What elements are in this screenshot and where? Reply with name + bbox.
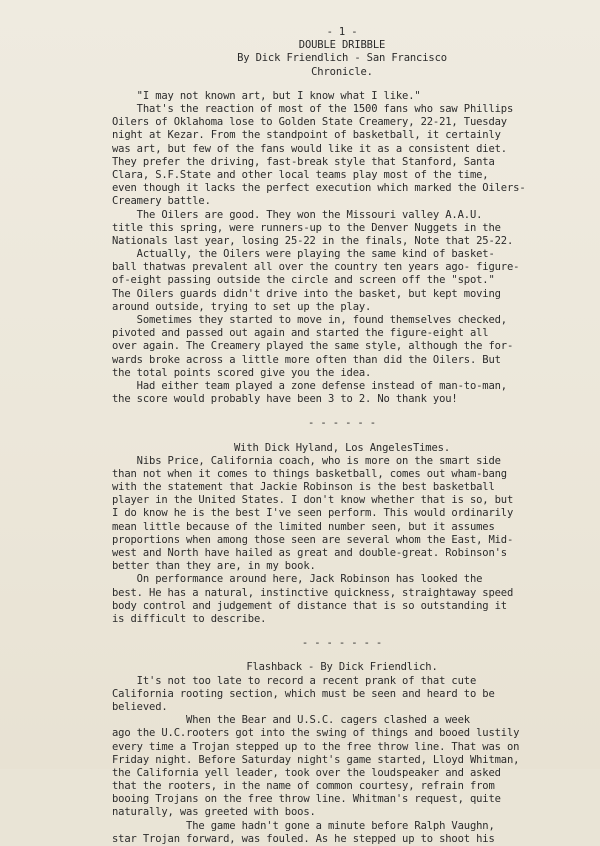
text-line: the California yell leader, took over the loudspeaker and asked xyxy=(112,766,501,779)
text-line: The Oilers are good. They won the Missouri valley A.A.U. xyxy=(112,208,483,221)
text-line: believed. xyxy=(112,700,168,713)
text-line: booing Trojans on the free throw line. Whitman's request, quite xyxy=(112,793,501,806)
text-line: Oilers of Oklahoma lose to Golden State Creamery, 22-21, Tuesday xyxy=(112,116,507,129)
text-line: every time a Trojan stepped up to the free throw line. That was on xyxy=(112,740,520,753)
text-line: of-eight passing outside the circle and screen off the "spot." xyxy=(112,274,495,287)
text-line: even though it lacks the perfect execution which marked the Oilers- xyxy=(112,182,526,195)
text-line: the total points scored give you the idea. xyxy=(112,366,372,379)
text-line: "I may not known art, but I know what I like." xyxy=(112,89,421,102)
section-divider: - - - - - - xyxy=(308,417,376,430)
text-line: wards broke across a little more often than did the Oilers. But xyxy=(112,353,501,366)
text-line: night at Kezar. From the standpoint of basketball, it certainly xyxy=(112,129,501,142)
page-number: - 1 - xyxy=(326,26,358,38)
text-line: was art, but few of the fans would like it as a consistent diet. xyxy=(112,142,507,155)
text-line: proportions when among those seen are several whom the East, Mid- xyxy=(112,533,514,546)
byline: By Dick Friendlich - San Francisco xyxy=(237,52,447,65)
section-friendlich-oilers xyxy=(112,90,572,407)
text-line: That's the reaction of most of the 1500 fans who saw Phillips xyxy=(112,103,514,115)
text-line: They prefer the driving, fast-break style that Stanford, Santa xyxy=(112,155,495,168)
text-line: The Oilers guards didn't drive into the basket, but kept moving xyxy=(112,287,501,300)
text-line: west and North have hailed as great and double-great. Robinson's xyxy=(112,547,507,560)
section-heading-hyland: With Dick Hyland, Los AngelesTimes. xyxy=(233,441,450,454)
text-line: that the rooters, in the name of common courtesy, refrain from xyxy=(112,780,495,793)
text-line: Nibs Price, California coach, who is more on the smart side xyxy=(112,454,501,467)
text-line: mean little because of the limited number seen, but it assumes xyxy=(112,520,495,533)
text-line: The game hadn't gone a minute before Ralph Vaughn, xyxy=(112,819,495,832)
text-line: When the Bear and U.S.C. cagers clashed a week xyxy=(112,714,470,727)
text-line: better than they are, in my book. xyxy=(112,560,316,573)
text-line: the score would probably have been 3 to 2. No thank you! xyxy=(112,393,458,406)
article-title: DOUBLE DRIBBLE xyxy=(298,39,386,52)
text-line: body control and judgement of distance that is so outstanding it xyxy=(112,599,507,612)
text-line: California rooting section, which must be seen and heard to be xyxy=(112,687,495,700)
section-heading-flashback: Flashback - By Dick Friendlich. xyxy=(246,661,438,674)
text-line: Sometimes they started to move in, found themselves checked, xyxy=(112,314,507,326)
text-line: title this spring, were runners-up to the Denver Nuggets in the xyxy=(112,221,501,234)
text-line: naturally, was greeted with boos. xyxy=(112,806,316,819)
text-line: It's not too late to record a recent prank of that cute xyxy=(112,674,477,687)
section-hyland-robinson xyxy=(112,455,572,626)
text-line: I do know he is the best I've seen perform. This would ordinarily xyxy=(112,507,514,520)
text-line: Had either team played a zone defense instead of man-to-man, xyxy=(112,379,507,392)
text-line: over again. The Creamery played the same style, although the for- xyxy=(112,340,514,353)
text-line: On performance around here, Jack Robinson has looked the xyxy=(112,573,483,586)
text-line: pivoted and passed out again and started the figure-eight all xyxy=(112,327,489,340)
text-line: around outside, trying to set up the play. xyxy=(112,300,372,313)
text-line: Clara, S.F.State and other local teams play most of the time, xyxy=(112,168,489,181)
text-line: star Trojan forward, was fouled. As he stepped up to shoot his xyxy=(112,832,495,845)
document-body xyxy=(112,26,572,846)
text-line: is difficult to describe. xyxy=(112,612,267,625)
text-line: ball thatwas prevalent all over the country ten years ago- figure- xyxy=(112,261,520,274)
text-line: Creamery battle. xyxy=(112,195,211,208)
text-line: ago the U.C.rooters got into the swing of things and booed lustily xyxy=(112,727,520,740)
text-line: Friday night. Before Saturday night's game started, Lloyd Whitman, xyxy=(112,753,520,766)
text-line: Actually, the Oilers were playing the same kind of basket- xyxy=(112,248,495,261)
text-line: with the statement that Jackie Robinson is the best basketball xyxy=(112,481,495,494)
text-line: than not when it comes to things basketball, comes out wham-bang xyxy=(112,467,507,480)
section-flashback xyxy=(112,675,572,846)
byline-continued: Chronicle. xyxy=(311,65,373,78)
section-divider: - - - - - - - xyxy=(301,637,383,650)
text-line: Nationals last year, losing 25-22 in the finals, Note that 25-22. xyxy=(112,234,514,247)
text-line: best. He has a natural, instinctive quickness, straightaway speed xyxy=(112,586,514,599)
text-line: player in the United States. I don't know whether that is so, but xyxy=(112,494,514,507)
